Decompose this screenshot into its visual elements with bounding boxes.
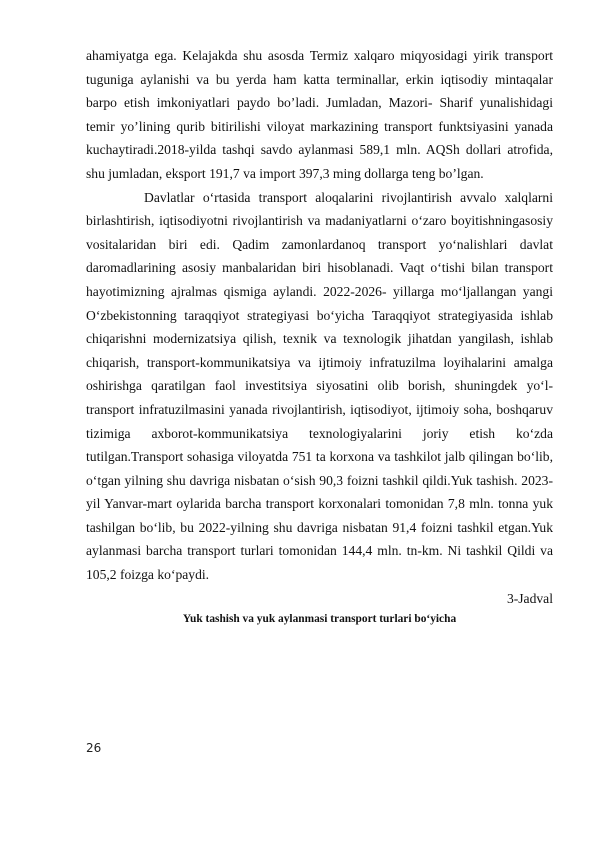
table-number-label: 3-Jadval — [506, 590, 553, 606]
table-title: Yuk tashish va yuk aylanmasi transport turlari bo‘yicha — [182, 613, 457, 626]
document-page — [86, 44, 553, 628]
paragraph-transport-hub: ahamiyatga ega. Kelajakda shu asosda Termiz xalqaro miqyosidagi yirik transport tuguniga aylanishi va bu yerda ham katta terminallar, erkin iqtisodiy mintaqalar barpo etish imkoniyatlari paydo bo’ladi. Jumladan, Mazori- Sharif yunalishidagi temir yo’lining qurib bitirilishi viloyat markazining transport funktsiyasini yanada kuchaytiradi.2018-yilda tashqi savdo aylanmasi 589,1 mln. AQSh dollari atrofida, shu jumladan, eksport 191,7 va import 397,3 ming dollarga teng bo’lgan. — [86, 48, 553, 181]
paragraph-transport-relations: Davlatlar o‘rtasida transport aloqalarini rivojlantirish avvalo xalqlarni birlashtirish, iqtisodiyotni rivojlantirish va madaniyatlarni o‘zaro boyitishningasosiy vositalaridan biri edi. Qadim zamonlardanoq transport yo‘nalishlari davlat daromadlarining asosiy manbalaridan biri hisoblanadi. Vaqt o‘tishi bilan transport hayotimizning ajralmas qismiga aylandi. 2022-2026- yillarga mo‘ljallangan yangi O‘zbekistonning taraqqiyot strategiyasi bo‘yicha Taraqqiyot strategiyasida ishlab chiqarishni modernizatsiya qilish, texnik va texnologik jihatdan yangilash, ishlab chiqarish, transport-kommunikatsiya va ijtimoiy infratuzilma loyihalarini amalga oshirishga qaratilgan faol investitsiya siyosatini olib borish, shuningdek yo‘l-transport infratuzilmasini yanada rivojlantirish, iqtisodiyot, ijtimoiy soha, boshqaruv tizimiga axborot-kommunikatsiya texnologiyalarini joriy etish ko‘zda tutilgan.Transport sohasiga viloyatda 751 ta korxona va tashkilot jalb qilingan bo‘lib, o‘tgan yilning shu davriga nisbatan o‘sish 90,3 foizni tashkil qildi.Yuk tashish. 2023- yil Yanvar-mart oylarida barcha transport korxonalari tomonidan 7,8 mln. tonna yuk tashilgan bo‘lib, bu 2022-yilning shu davriga nisbatan 91,4 foizni tashkil etgan.Yuk aylanmasi barcha transport turlari tomonidan 144,4 mln. tn-km. Ni tashkil Qildi va 105,2 foizga ko‘paydi. — [86, 189, 553, 583]
page-number: 26 — [86, 741, 102, 755]
